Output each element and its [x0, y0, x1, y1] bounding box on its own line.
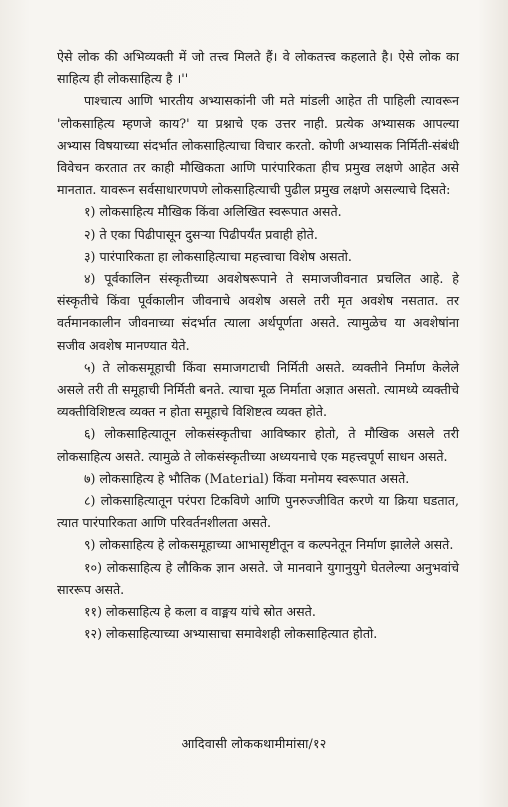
list-item-8: ८) लोकसाहित्यातून परंपरा टिकविणे आणि पुनरुज्जीवित करणे या क्रिया घडतात, त्यात पारंपारिकता आणि परिवर्तनशीलता असते.	[57, 493, 459, 531]
list-item-4: ४) पूर्वकालिन संस्कृतीच्या अवशेषरूपाने ते समाजजीवनात प्रचलित आहे. हे संस्कृतीचे किंवा पूर्वकालीन जीवनाचे अवशेष असले तरी मृत अवशेष नसतात. तर वर्तमानकालीन जीवनाच्या संदर्भात त्याला अर्थपूर्णता असते. त्यामुळेच या अवशेषांना सजीव अवशेष मानण्यात येते.	[57, 271, 459, 353]
paragraph-quote-end: ऐसे लोक की अभिव्यक्ती में जो तत्त्व मिलते हैं। वे लोकतत्त्व कहलाते है। ऐसे लोक का साहित्य ही लोकसाहित्य है ।''	[57, 49, 459, 87]
list-item-2: २) ते एका पिढीपासून दुसऱ्या पिढीपर्यंत प्रवाही होते.	[84, 226, 318, 242]
list-item-5: ५) ते लोकसमूहाची किंवा समाजगटाची निर्मिती असते. व्यक्तीने निर्माण केलेले असले तरी ती समूहाची निर्मिती बनते. त्याचा मूळ निर्माता अज्ञात असतो. त्यामध्ये व्यक्तीचे व्यक्तीविशिष्टत्व व्यक्त न होता समूहाचे विशिष्टत्व व्यक्त होते.	[57, 359, 459, 420]
list-item-7: ७) लोकसाहित्य हे भौतिक (Material) किंवा मनोमय स्वरूपात असते.	[84, 470, 410, 486]
page-footer: आदिवासी लोककथामीमांसा/१२	[181, 736, 327, 751]
body-text	[57, 46, 459, 645]
list-item-12: १२) लोकसाहित्याच्या अभ्यासाचा समावेशही लोकसाहित्यात होतो.	[84, 626, 378, 642]
paragraph-intro: पाश्चात्य आणि भारतीय अभ्यासकांनी जी मते मांडली आहेत ती पाहिली त्यावरून 'लोकसाहित्य म्हणजे काय?' या प्रश्नाचे एक उत्तर नाही. प्रत्येक अभ्यासक आपल्या अभ्यास विषयाच्या संदर्भात लोकसाहित्याचा विचार करतो. कोणी अभ्यासक निर्मिती-संबंधी विवेचन करतात तर काही मौखिकता आणि पारंपारिकता हीच प्रमुख लक्षणे आहेत असे मानतात. यावरून सर्वसाधारणपणे लोकसाहित्याची पुढील प्रमुख लक्षणे असल्याचे दिसते:	[57, 93, 459, 198]
list-item-9: ९) लोकसाहित्य हे लोकसमूहाच्या आभासृष्टीतून व कल्पनेतून निर्माण झालेले असते.	[84, 537, 454, 553]
list-item-3: ३) पारंपारिकता हा लोकसाहित्याचा महत्त्वाचा विशेष असतो.	[84, 248, 352, 264]
list-item-1: १) लोकसाहित्य मौखिक किंवा अलिखित स्वरूपात असते.	[84, 204, 342, 220]
list-item-11: ११) लोकसाहित्य हे कला व वाङ्मय यांचे स्रोत असते.	[84, 604, 316, 620]
list-item-10: १०) लोकसाहित्य हे लौकिक ज्ञान असते. जे मानवाने युगानुयुगे घेतलेल्या अनुभवांचे साररूप असते.	[57, 559, 459, 597]
list-item-6: ६) लोकसाहित्यातून लोकसंस्कृतीचा आविष्कार होतो, ते मौखिक असले तरी लोकसाहित्य असते. त्यामुळे ते लोकसंस्कृतीच्या अध्ययनाचे एक महत्त्वपूर्ण साधन असते.	[57, 426, 459, 464]
